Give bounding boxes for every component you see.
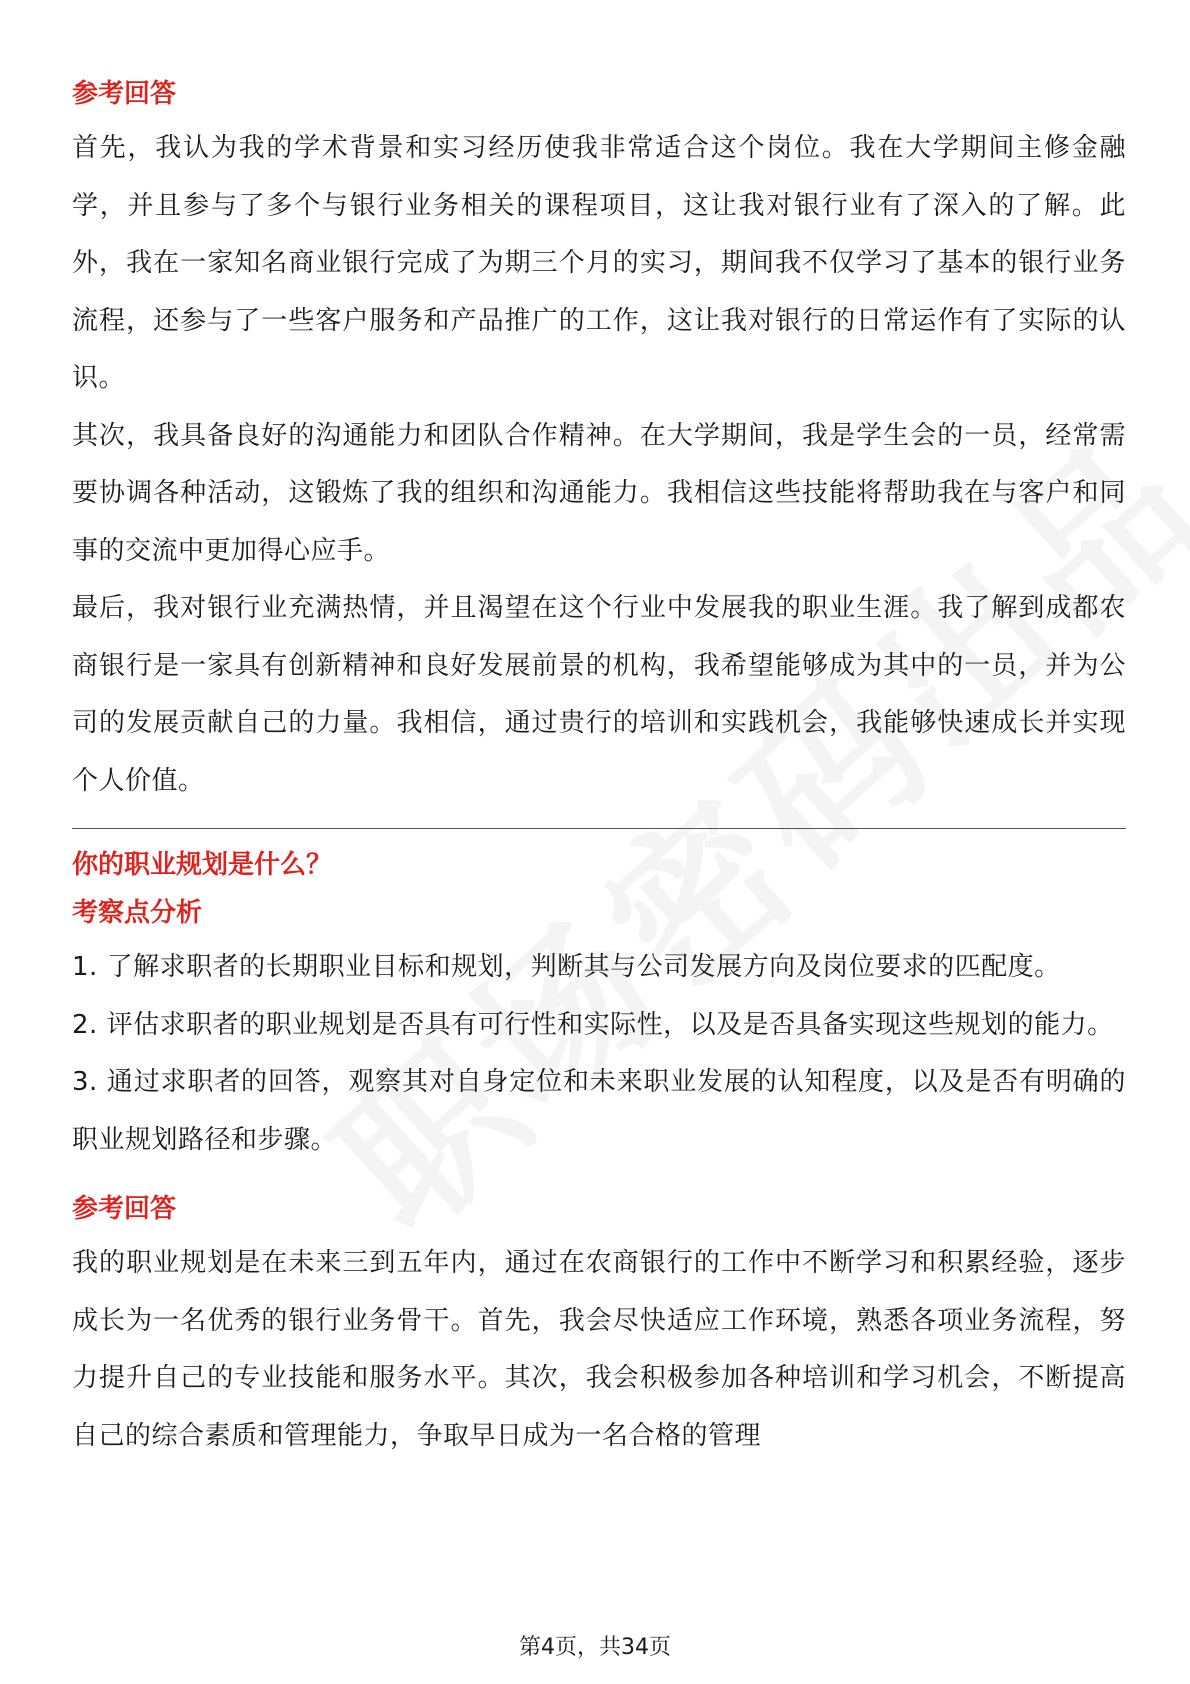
page-number: 第4页，共34页 bbox=[519, 1635, 671, 1660]
analysis-item: 1. 了解求职者的长期职业目标和规划，判断其与公司发展方向及岗位要求的匹配度。 bbox=[72, 952, 1061, 982]
answer-paragraph: 首先，我认为我的学术背景和实习经历使我非常适合这个岗位。我在大学期间主修金融学，并且参与了多个与银行业务相关的课程项目，这让我对银行业有了深入的了解。此外，我在一家知名商业银行完成了为期三个月的实习，期间我不仅学习了基本的银行业务流程，还参与了一些客户服务和产品推广的工作，这让我对银行的日常运作有了实际的认识。 bbox=[72, 133, 1126, 393]
section-divider bbox=[72, 828, 1126, 829]
answer-paragraph: 我的职业规划是在未来三到五年内，通过在农商银行的工作中不断学习和积累经验，逐步成长为一名优秀的银行业务骨干。首先，我会尽快适应工作环境，熟悉各项业务流程，努力提升自己的专业技能和服务水平。其次，我会积极参加各种培训和学习机会，不断提高自己的综合素质和管理能力，争取早日成为一名合格的管理 bbox=[72, 1248, 1126, 1451]
answer-paragraph: 最后，我对银行业充满热情，并且渴望在这个行业中发展我的职业生涯。我了解到成都农商银行是一家具有创新精神和良好发展前景的机构，我希望能够成为其中的一员，并为公司的发展贡献自己的力量。我相信，通过贵行的培训和实践机会，我能够快速成长并实现个人价值。 bbox=[72, 593, 1126, 796]
analysis-item: 2. 评估求职者的职业规划是否具有可行性和实际性，以及是否具备实现这些规划的能力。 bbox=[72, 1009, 1114, 1040]
section-question-2 bbox=[72, 843, 1126, 1465]
document-page bbox=[72, 72, 1126, 1465]
section-answer-1 bbox=[72, 72, 1126, 810]
analysis-item: 3. 通过求职者的回答，观察其对自身定位和未来职业发展的认知程度，以及是否有明确的职业规划路径和步骤。 bbox=[72, 1067, 1126, 1155]
answer-heading: 参考回答 bbox=[72, 1194, 177, 1224]
analysis-heading: 考察点分析 bbox=[72, 898, 203, 928]
question-title: 你的职业规划是什么？ bbox=[72, 850, 333, 880]
answer-paragraph: 其次，我具备良好的沟通能力和团队合作精神。在大学期间，我是学生会的一员，经常需要协调各种活动，这锻炼了我的组织和沟通能力。我相信这些技能将帮助我在与客户和同事的交流中更加得心应手。 bbox=[72, 420, 1126, 566]
answer-heading: 参考回答 bbox=[72, 79, 177, 109]
